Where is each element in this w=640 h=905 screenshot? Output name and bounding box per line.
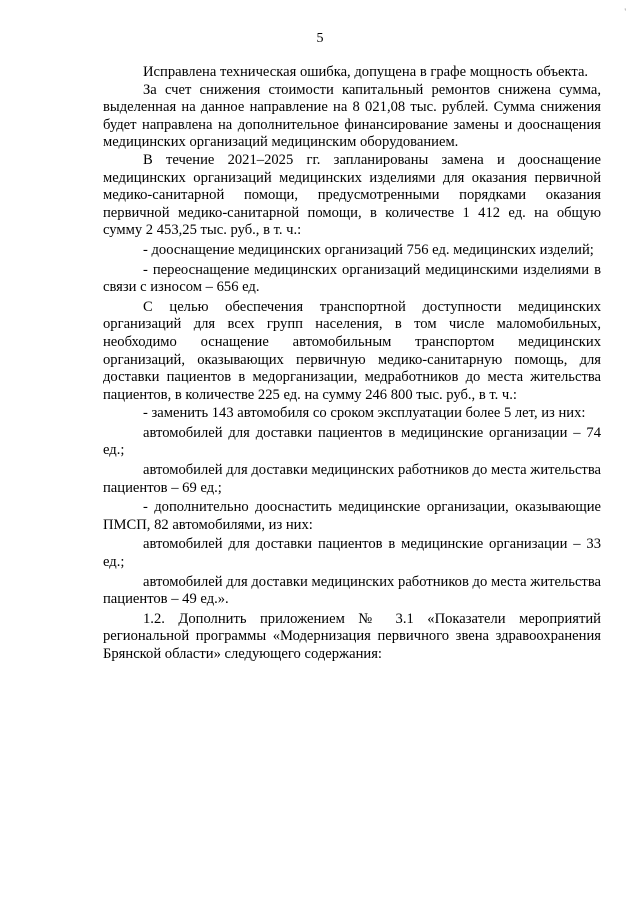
- list-subitem-staff-vehicles: автомобилей для доставки медицинских работников до места жительства пациентов – 69 ед.;: [103, 462, 601, 496]
- list-subitem-patient-vehicles-additional: автомобилей для доставки пациентов в медицинские организации – 33 ед.;: [103, 536, 601, 571]
- corner-mark: ': [624, 7, 626, 17]
- paragraph-correction-note: Исправлена техническая ошибка, допущена в графе мощность объекта.: [143, 64, 589, 80]
- list-item-replace-vehicles: - заменить 143 автомобиля со сроком эксплуатации более 5 лет, из них:: [143, 405, 586, 422]
- paragraph-transport-plan: С целью обеспечения транспортной доступности медицинских организаций для всех групп населения, в том числе маломобильных, необходимо оснащение автомобильным транспортом медицинских организаций, оказывающих первичную медико-санитарную помощь, для доставки пациентов в медорганизации, медработников до места жительства пациентов, в количестве 225 ед. на сумму 246 800 тыс. руб., в т. ч.:: [103, 298, 601, 403]
- page-number: 5: [316, 31, 324, 46]
- list-subitem-patient-vehicles: автомобилей для доставки пациентов в медицинские организации – 74 ед.;: [103, 424, 601, 459]
- list-subitem-staff-vehicles-additional: автомобилей для доставки медицинских работников до места жительства пациентов – 49 ед.».: [103, 573, 601, 608]
- document-body: [103, 64, 601, 664]
- list-item-additional-vehicles: - дополнительно дооснастить медицинские организации, оказывающие ПМСП, 82 автомобилями, из них:: [103, 499, 601, 533]
- paragraph-appendix-addition: 1.2. Дополнить приложением № 3.1 «Показатели мероприятий региональной программы «Модернизация первичного звена здравоохранения Брянской области» следующего содержания:: [103, 610, 601, 662]
- list-item-equipment-replacement: - переоснащение медицинских организаций медицинскими изделиями в связи с износом – 656 ед.: [103, 261, 601, 296]
- paragraph-equipment-plan: В течение 2021–2025 гг. запланированы замена и дооснащение медицинских организаций медицинских изделиями для оказания первичной медико-санитарной помощи, предусмотренными порядками оказания первичной медико-санитарной помощи, в количестве 1 412 ед. на общую сумму 2 453,25 тыс. руб., в т. ч.:: [103, 151, 601, 239]
- paragraph-cost-reduction: За счет снижения стоимости капитальный ремонтов снижена сумма, выделенная на данное направление на 8 021,08 тыс. рублей. Сумма снижения будет направлена на дополнительное финансирование замены и дооснащения медицинских организаций медицинским оборудованием.: [103, 81, 601, 151]
- list-item-equipment-addition: - дооснащение медицинских организаций 756 ед. медицинских изделий;: [143, 241, 594, 258]
